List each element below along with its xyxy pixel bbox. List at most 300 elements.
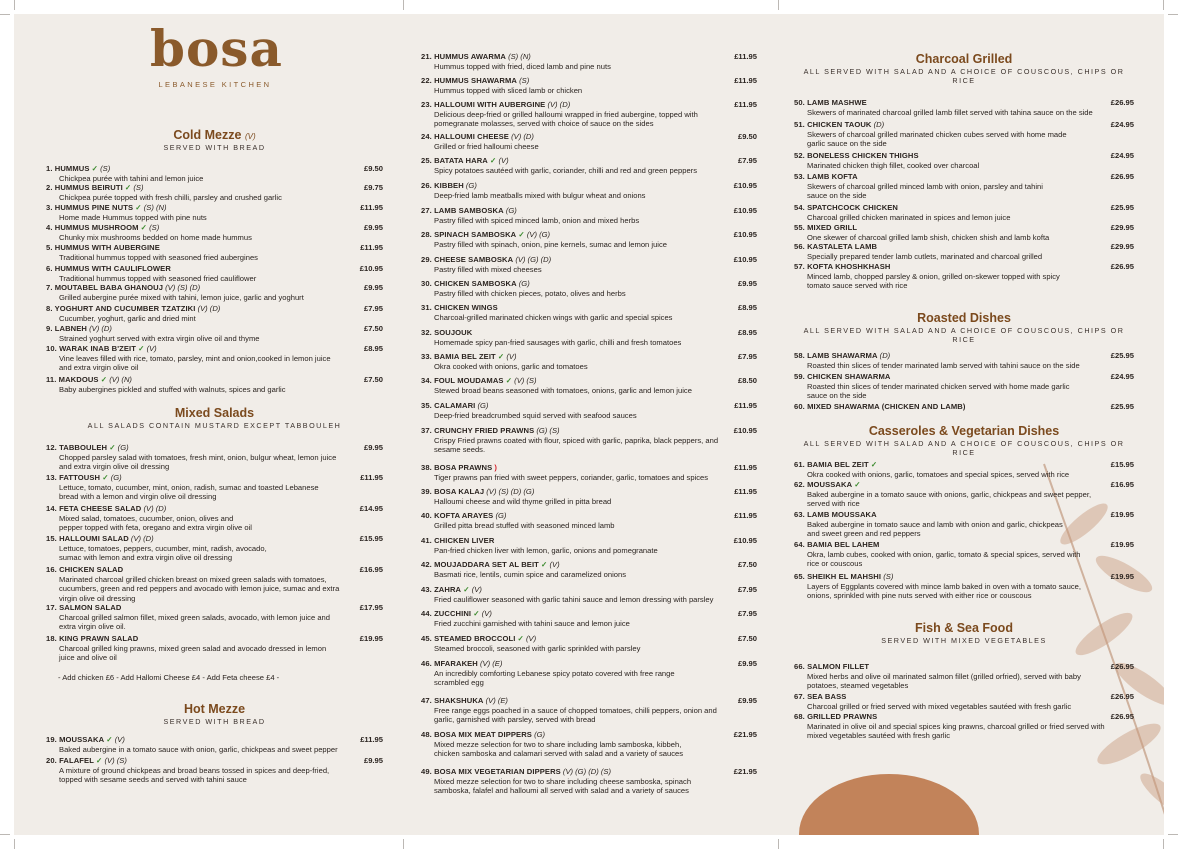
vegan-check-icon: ✓ (104, 735, 113, 744)
dietary-tags: (V) (547, 560, 560, 569)
dietary-tags: (G) (516, 279, 530, 288)
menu-item-header (421, 511, 757, 521)
menu-item-header (46, 504, 383, 514)
item-price: £9.95 (363, 283, 383, 292)
item-description: pomegranate molasses, served with choice of sauce on the sides (434, 119, 654, 129)
section-subtitle: ALL SERVED WITH SALAD AND A CHOICE OF COUSCOUS, CHIPS OR RICE (803, 326, 1125, 344)
section-title: Charcoal Grilled (915, 52, 1013, 66)
item-price: £7.95 (363, 304, 383, 313)
menu-item-header (421, 279, 757, 289)
item-description: Marinated chicken thigh fillet, cooked over charcoal (807, 160, 980, 170)
item-price: £25.95 (1110, 402, 1134, 411)
vegan-check-icon: ✓ (89, 164, 98, 173)
item-name: 39. BOSA KALAJ (421, 487, 485, 496)
dietary-tags: (G) (531, 730, 546, 739)
menu-item-header (421, 230, 757, 240)
item-price: £26.95 (1110, 712, 1134, 721)
section-title: Cold Mezze (173, 128, 242, 142)
menu-item (46, 504, 383, 533)
item-price: £7.95 (737, 352, 757, 361)
item-price: £19.95 (1110, 572, 1134, 581)
section-subtitle: SERVED WITH BREAD (163, 717, 266, 726)
item-name: 66. SALMON FILLET (794, 662, 870, 671)
item-description: Deep-fried breadcrumbed squid served with seafood sauces (434, 410, 637, 420)
item-description: Pastry filled with spinach, onion, pine kernels, sumac and lemon juice (434, 239, 667, 249)
item-description: Charcoal grilled chicken marinated in spices and lemon juice (807, 212, 1011, 222)
vegan-check-icon: ✓ (515, 634, 524, 643)
crop-mark (778, 0, 779, 10)
section-title: Mixed Salads (174, 406, 255, 420)
item-name: 6. HUMMUS WITH CAULIFLOWER (46, 264, 171, 273)
item-description: Stewed broad beans seasoned with tomatoes, onions, garlic and lemon juice (434, 385, 692, 395)
item-description: Skewers of marinated charcoal grilled lamb fillet served with tahina sauce on the side (807, 107, 1093, 117)
item-price: £7.95 (737, 609, 757, 618)
item-description: Charcoal grilled king prawns, mixed green salad and avocado dressed in lemon (59, 643, 327, 653)
menu-item (794, 662, 1134, 691)
item-name: 16. CHICKEN SALAD (46, 565, 124, 574)
dietary-tags: (V) (D) (545, 100, 571, 109)
dietary-tags: (V) (144, 344, 157, 353)
menu-item-header (794, 351, 1134, 361)
item-price: £10.95 (733, 255, 757, 264)
item-price: £7.50 (737, 634, 757, 643)
item-price: £15.95 (1110, 460, 1134, 469)
item-price: £9.75 (363, 183, 383, 192)
item-description: Grilled or fried halloumi cheese (434, 141, 539, 151)
menu-item-header (421, 696, 757, 706)
menu-item (46, 203, 383, 222)
item-description: garlic sauce on the side (807, 139, 887, 149)
item-price: £8.95 (737, 303, 757, 312)
menu-item (421, 230, 757, 249)
item-name: 1. HUMMUS (46, 164, 90, 173)
vegan-check-icon: ✓ (495, 352, 505, 361)
item-name: 45. STEAMED BROCCOLI (421, 634, 516, 643)
chilli-icon: ) (492, 463, 497, 472)
item-price: £8.50 (737, 376, 757, 385)
item-description: Charcoal-grilled marinated chicken wings with garlic and special spices (434, 312, 673, 322)
item-name: 58. LAMB SHAWARMA (794, 351, 878, 360)
item-name: 54. SPATCHCOCK CHICKEN (794, 203, 899, 212)
item-description: Free range eggs poached in a sauce of chopped tomatoes, chilli peppers, onion and (434, 705, 717, 715)
section-title: Fish & Sea Food (915, 621, 1013, 635)
item-price: £8.95 (737, 328, 757, 337)
item-price: £21.95 (733, 767, 757, 776)
menu-item-header (421, 463, 757, 473)
item-description: Home made Hummus topped with pine nuts (59, 212, 207, 222)
item-price: £11.95 (734, 401, 757, 410)
menu-item (46, 164, 383, 183)
item-description: served with rice (807, 499, 860, 509)
item-name: 61. BAMIA BEL ZEIT (794, 460, 869, 469)
menu-item-header (46, 443, 383, 453)
item-price: £26.95 (1110, 262, 1134, 271)
item-price: £21.95 (733, 730, 757, 739)
item-description: Mixed herbs and olive oil marinated salmon fillet (grilled orfried), served with baby (807, 671, 1081, 681)
item-price: £26.95 (1110, 172, 1134, 181)
dietary-tags: (S) (98, 164, 111, 173)
item-description: Specially prepared tender lamb cutlets, marinated and charcoal grilled (807, 251, 1043, 261)
item-name: 31. CHICKEN WINGS (421, 303, 498, 312)
menu-item (421, 659, 757, 688)
item-description: Strained yoghurt served with extra virgin olive oil and thyme (59, 333, 260, 343)
item-name: 34. FOUL MOUDAMAS (421, 376, 504, 385)
item-description: and sweet green and red peppers (807, 529, 921, 539)
item-name: 14. FETA CHEESE SALAD (46, 504, 142, 513)
menu-item-header (421, 206, 757, 216)
section-subtitle: ALL SERVED WITH SALAD AND A CHOICE OF COUSCOUS, CHIPS OR RICE (803, 439, 1125, 457)
menu-item-header (46, 603, 383, 613)
section-charcoal-grilled (794, 52, 1134, 85)
section-fish-seafood (794, 621, 1134, 645)
menu-item (421, 376, 757, 395)
item-name: 25. BATATA HARA (421, 156, 488, 165)
dietary-tags: (V) (E) (477, 659, 503, 668)
menu-item-header (46, 264, 383, 274)
item-name: 13. FATTOUSH (46, 473, 101, 482)
item-description: Baby aubergines pickled and stuffed with walnuts, spices and garlic (59, 384, 286, 394)
dietary-tags: (G) (493, 511, 507, 520)
menu-item (421, 279, 757, 298)
item-name: 5. HUMMUS WITH AUBERGINE (46, 243, 160, 252)
item-description: Halloumi cheese and wild thyme grilled in pitta bread (434, 496, 612, 506)
dietary-tags: (V) (D) (508, 132, 534, 141)
item-price: £10.95 (733, 230, 757, 239)
menu-item (794, 203, 1134, 222)
menu-item-header (421, 156, 757, 166)
item-name: 59. CHICKEN SHAWARMA (794, 372, 891, 381)
item-name: 7. MOUTABEL BABA GHANOUJ (46, 283, 164, 292)
menu-item-header (46, 756, 383, 766)
vegan-check-icon: ✓ (135, 344, 145, 353)
menu-item-header (46, 735, 383, 745)
item-description: mixed vegetables sautéed with fresh garlic (807, 731, 951, 741)
item-description: Okra cooked with onions, garlic, tomatoes and special spices, served with rice (807, 469, 1070, 479)
item-name: 33. BAMIA BEL ZEIT (421, 352, 496, 361)
item-price: £17.95 (359, 603, 383, 612)
menu-item (46, 534, 383, 563)
item-price: £19.95 (359, 634, 383, 643)
item-description: Pan-fried chicken liver with lemon, garlic, onions and pomegranate (434, 545, 658, 555)
menu-item (794, 372, 1134, 401)
item-description: Baked aubergine in tomato sauce and lamb with onion and garlic, chickpeas (807, 519, 1063, 529)
item-description: juice and olive oil (59, 653, 117, 663)
item-description: Baked aubergine in a tomato sauce with onions, garlic, chickpeas and sweet pepper, (807, 489, 1092, 499)
item-name: 21. HUMMUS AWARMA (421, 52, 506, 61)
menu-item-header (794, 151, 1134, 161)
menu-item (421, 328, 757, 347)
item-description: sumac with lemon and extra virgin olive oil dressing (59, 553, 233, 563)
item-description: sauce on the side (807, 191, 867, 201)
item-description: Tiger prawns pan fried with sweet peppers, coriander, garlic, tomatoes and spices (434, 472, 709, 482)
item-price: £16.95 (1110, 480, 1134, 489)
dietary-tags: (V) (479, 609, 492, 618)
item-name: 8. YOGHURT AND CUCUMBER TZATZIKI (46, 304, 196, 313)
menu-item (421, 560, 757, 579)
menu-item-header (421, 303, 757, 313)
vegan-check-icon: ✓ (538, 560, 548, 569)
menu-item-header (794, 572, 1134, 582)
vegan-check-icon: ✓ (516, 230, 525, 239)
menu-item-header (421, 52, 757, 62)
item-description: Chickpea purée with tahini and lemon juice (59, 173, 204, 183)
dietary-tags: (S) (N) (505, 52, 531, 61)
brand-logo (150, 19, 283, 89)
item-name: 67. SEA BASS (794, 692, 847, 701)
crop-mark (1163, 0, 1164, 10)
vegan-check-icon: ✓ (100, 473, 109, 482)
item-name: 65. SHEIKH EL MAHSHI (794, 572, 882, 581)
item-description: garlic, garnished with parsley, served with bread (434, 715, 596, 725)
dietary-tags: (V) (G) (D) (513, 255, 552, 264)
menu-item (421, 634, 757, 653)
menu-item (421, 585, 757, 604)
menu-item-header (46, 344, 383, 354)
item-price: £10.95 (733, 181, 757, 190)
menu-item (794, 540, 1134, 569)
item-description: Chopped parsley salad with tomatoes, fresh mint, onion, bulgur wheat, lemon juice (59, 452, 337, 462)
dietary-tags: (V) (S) (D) (163, 283, 201, 292)
item-name: 41. CHICKEN LIVER (421, 536, 495, 545)
menu-item (794, 712, 1134, 741)
crop-mark (0, 14, 10, 15)
menu-item (46, 344, 383, 373)
item-description: Lettuce, tomato, cucumber, mint, onion, radish, sumac and toasted Lebanese (59, 482, 319, 492)
menu-item (421, 767, 757, 796)
section-subtitle: SERVED WITH BREAD (163, 143, 266, 152)
item-description: Vine leaves filled with rice, tomato, parsley, mint and onion,cooked in lemon juice (59, 353, 331, 363)
menu-item (421, 303, 757, 322)
menu-item (794, 510, 1134, 539)
item-price: £7.95 (737, 585, 757, 594)
item-price: £26.95 (1110, 692, 1134, 701)
menu-item-header (794, 510, 1134, 520)
dietary-tags: (D) (871, 120, 885, 129)
item-description: topped with sesame seeds and served with tahini sauce (59, 775, 247, 785)
menu-item (794, 120, 1134, 149)
item-name: 37. CRUNCHY FRIED PRAWNS (421, 426, 535, 435)
item-description: cucumbers, green and red peppers and avocado with lemon juice, sumac and extra (59, 584, 340, 594)
dietary-tags: (G) (115, 443, 129, 452)
dietary-tags: (V) (D) (141, 504, 167, 513)
item-price: £7.50 (363, 324, 383, 333)
menu-item-header (421, 181, 757, 191)
item-name: 50. LAMB MASHWE (794, 98, 867, 107)
item-name: 17. SALMON SALAD (46, 603, 122, 612)
menu-item (421, 487, 757, 506)
dietary-tags: (V) (G) (524, 230, 551, 239)
menu-item (46, 634, 383, 663)
item-description: bread with a lemon and virgin olive oil dressing (59, 492, 217, 502)
item-price: £8.95 (363, 344, 383, 353)
menu-item (794, 460, 1134, 479)
item-price: £24.95 (1110, 151, 1134, 160)
item-name: 26. KIBBEH (421, 181, 464, 190)
crop-mark (0, 834, 10, 835)
menu-item (46, 756, 383, 785)
section-title: Roasted Dishes (917, 311, 1011, 325)
item-description: Charcoal grilled salmon fillet, mixed green salads, avocado, with lemon juice and (59, 612, 330, 622)
menu-item-header (794, 98, 1134, 108)
item-price: £11.95 (734, 511, 757, 520)
vegan-check-icon: ✓ (852, 480, 861, 489)
item-price: £25.95 (1110, 351, 1134, 360)
menu-item-header (794, 172, 1134, 182)
item-description: Charcoal grilled or fried served with mixed vegetables sautéed with fresh garlic (807, 701, 1072, 711)
dietary-tags: (V) (496, 156, 509, 165)
item-description: Homemade spicy pan-fried sausages with garlic, chilli and fresh tomatoes (434, 337, 682, 347)
item-name: 63. LAMB MOUSSAKA (794, 510, 877, 519)
item-price: £10.95 (733, 426, 757, 435)
menu-item-header (46, 534, 383, 544)
crop-mark (778, 839, 779, 849)
menu-item (794, 242, 1134, 261)
dietary-tags: (G) (108, 473, 122, 482)
dietary-tags: (V) (D) (195, 304, 221, 313)
vegan-check-icon: ✓ (93, 756, 103, 765)
item-description: Lettuce, tomatoes, peppers, cucumber, mint, radish, avocado, (59, 543, 267, 553)
item-description: Spicy potatoes sautéed with garlic, coriander, chilli and red and green peppers (434, 165, 697, 175)
item-description: sauce on the side (807, 391, 867, 401)
dietary-tags: (V) (523, 634, 537, 643)
menu-item-header (46, 565, 383, 575)
menu-item (46, 283, 383, 302)
menu-item-header (794, 223, 1134, 233)
item-name: 2. HUMMUS BEIRUTI (46, 183, 123, 192)
item-price: £11.95 (734, 487, 757, 496)
dietary-tags: (V) (504, 352, 517, 361)
menu-item (421, 181, 757, 200)
dietary-tags: (S) (131, 183, 144, 192)
menu-item-header (46, 473, 383, 483)
item-price: £11.95 (734, 100, 757, 109)
item-name: 28. SPINACH SAMBOSKA (421, 230, 517, 239)
item-name: 9. LABNEH (46, 324, 87, 333)
menu-item-header (421, 401, 757, 411)
menu-item-header (421, 255, 757, 265)
item-description: scrambled egg (434, 678, 484, 688)
item-price: £15.95 (359, 534, 383, 543)
menu-item-header (421, 100, 757, 110)
item-description: onions, sprinkled with pine nuts served with either rice or couscous (807, 591, 1032, 601)
item-price: £11.95 (360, 243, 383, 252)
item-name: 62. MOUSSAKA (794, 480, 853, 489)
dietary-tags: (G) (503, 206, 517, 215)
menu-item-header (421, 730, 757, 740)
item-description: Marinated in olive oil and special spices king prawns, charcoal grilled or fried served with (807, 721, 1105, 731)
menu-item-header (794, 203, 1134, 213)
menu-item-header (421, 536, 757, 546)
dietary-tags: (S) (516, 76, 530, 85)
menu-item (794, 480, 1134, 509)
item-description: Chunky mix mushrooms bedded on home made hummus (59, 232, 252, 242)
menu-item-header (794, 460, 1134, 470)
menu-item-header (46, 375, 383, 385)
item-description: and extra virgin olive oil (59, 363, 139, 373)
menu-item (46, 473, 383, 502)
dietary-tags: (V) (S) (512, 376, 537, 385)
item-description: Steamed broccoli, seasoned with garlic sprinkled with parsley (434, 643, 641, 653)
menu-item (421, 463, 757, 482)
menu-item (46, 375, 383, 394)
vegan-check-icon: ✓ (133, 203, 142, 212)
dietary-tags: (S) (147, 223, 160, 232)
item-price: £11.95 (734, 52, 757, 61)
section-hot-mezze (46, 702, 383, 726)
menu-item (421, 426, 757, 455)
section-title: Hot Mezze (183, 702, 246, 716)
item-price: £26.95 (1110, 98, 1134, 107)
dietary-tags: (V) (E) (483, 696, 508, 705)
vegan-check-icon: ✓ (868, 460, 878, 469)
dietary-tags: (S) (N) (141, 203, 167, 212)
menu-item (421, 100, 757, 129)
section-subtitle: ALL SERVED WITH SALAD AND A CHOICE OF COUSCOUS, CHIPS OR RICE (803, 67, 1125, 85)
item-description: Minced lamb, chopped parsley & onion, grilled on-skewer topped with spicy (807, 271, 1060, 281)
menu-item (794, 98, 1134, 117)
item-description: Delicious deep-fried or grilled halloumi wrapped in fried aubergine, topped with (434, 109, 698, 119)
item-name: 64. BAMIA BEL LAHEM (794, 540, 880, 549)
decorative-shape (799, 774, 979, 835)
item-name: 43. ZAHRA (421, 585, 462, 594)
menu-item (46, 443, 383, 472)
item-description: pepper topped with feta, oregano and extra virgin olive oil (59, 523, 252, 533)
vegan-check-icon: ✓ (107, 443, 116, 452)
item-description: Fried zucchini garnished with tahini sauce and lemon juice (434, 618, 630, 628)
item-description: One skewer of charcoal grilled lamb shish, chicken shish and lamb kofta (807, 232, 1050, 242)
vegan-check-icon: ✓ (503, 376, 513, 385)
menu-item-header (794, 712, 1134, 722)
item-price: £9.95 (363, 443, 383, 452)
menu-item-header (421, 659, 757, 669)
section-tag: (V) (244, 132, 256, 141)
item-name: 46. MFARAKEH (421, 659, 478, 668)
item-name: 60. MIXED SHAWARMA (CHICKEN AND LAMB) (794, 402, 966, 411)
dietary-tags: (G) (463, 181, 477, 190)
crop-mark (1163, 839, 1164, 849)
dietary-tags: (V) (S) (102, 756, 127, 765)
menu-item-header (46, 634, 383, 644)
item-description: Marinated charcoal grilled chicken breast on mixed green salads with tomatoes, (59, 574, 327, 584)
menu-item (794, 572, 1134, 601)
menu-item-header (421, 634, 757, 644)
item-description: Mixed salad, tomatoes, cucumber, onion, olives and (59, 513, 234, 523)
crop-mark (1168, 14, 1178, 15)
item-description: Baked aubergine in a tomato sauce with onion, garlic, chickpeas and sweet pepper (59, 744, 338, 754)
menu-item (421, 206, 757, 225)
vegan-check-icon: ✓ (98, 375, 108, 384)
item-description: Mixed mezze selection for two to share including lamb samboska, kibbeh, (434, 739, 682, 749)
menu-item-header (794, 692, 1134, 702)
menu-item (421, 401, 757, 420)
menu-item (46, 264, 383, 283)
item-price: £14.95 (359, 504, 383, 513)
item-name: 23. HALLOUMI WITH AUBERGINE (421, 100, 546, 109)
menu-item (46, 304, 383, 323)
item-price: £11.95 (360, 473, 383, 482)
item-price: £9.50 (737, 132, 757, 141)
menu-item-header (794, 662, 1134, 672)
item-description: Chickpea purée topped with fresh chilli, parsley and crushed garlic (59, 192, 282, 202)
item-description: Basmati rice, lentils, cumin spice and caramelized onions (434, 569, 627, 579)
section-roasted-dishes (794, 311, 1134, 344)
item-price: £7.95 (737, 156, 757, 165)
item-description: tomato sauce served with rice (807, 281, 908, 291)
menu-item (421, 76, 757, 95)
section-casseroles (794, 424, 1134, 457)
menu-item-header (794, 372, 1134, 382)
item-description: Hummus topped with sliced lamb or chicken (434, 85, 583, 95)
